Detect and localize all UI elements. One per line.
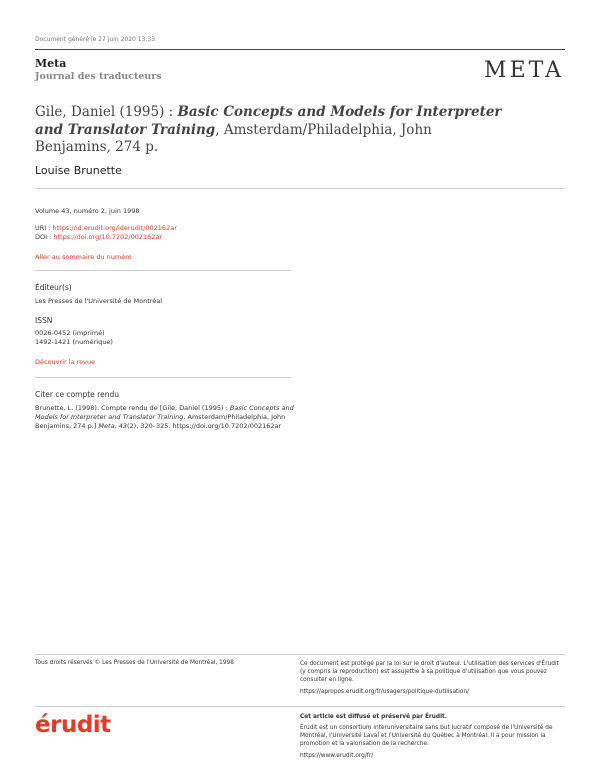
publisher-value: Les Presses de l'Université de Montréal [35, 297, 163, 305]
toc-link[interactable]: Aller au sommaire du numéro [35, 253, 132, 261]
divider [35, 270, 291, 271]
uri-link[interactable]: https://id.erudit.org/iderudit/002162ar [52, 224, 177, 232]
divider [35, 377, 291, 378]
generated-date: Document généré le 27 juin 2020 13:33 [35, 36, 156, 43]
issue-info: Volume 43, numéro 2, juin 1998 [35, 207, 140, 215]
article-title: Gile, Daniel (1995) : Basic Concepts and Models for Interpreter and Translator Training, Amsterdam/Philadelphia, John Benjamins, 274 p. [35, 104, 502, 155]
journal-logo: META [484, 58, 564, 83]
uri-line: URI : https://id.erudit.org/iderudit/002162ar [35, 224, 177, 232]
footer-rule [35, 654, 565, 655]
erudit-logo: érudit [35, 712, 111, 738]
policy-link[interactable]: https://apropos.erudit.org/fr/usagers/politique-dutilisation/ [300, 689, 470, 695]
footer-rule [35, 706, 565, 707]
diffused-notice: Cet article est diffusé et préservé par Érudit. [300, 714, 448, 720]
protected-notice: Ce document est protégé par la loi sur le droit d'auteur. L'utilisation des services d'Érudit (y compris la reproduction) est assujettie à sa politique d'utilisation que vous pouvez consulter en ligne. [300, 661, 559, 683]
issn-digital: 1492-1421 (numérique) [35, 338, 113, 346]
divider [35, 188, 565, 189]
cite-label: Citer ce compte rendu [35, 390, 119, 399]
doi-line: DOI : https://doi.org/10.7202/002162ar [35, 233, 163, 241]
erudit-link[interactable]: https://www.erudit.org/fr/ [300, 753, 374, 759]
citation-text: Brunette, L. (1998). Compte rendu de [Gile, Daniel (1995) : Basic Concepts and Models for Interpreter and Translator Training, Amsterdam/Philadelphia, John Benjamins, 274 p.] Meta, 43(2), 320–325. https://doi.org/10.7202/002162ar [35, 404, 294, 430]
issn-print: 0026-0452 (imprimé) [35, 329, 105, 337]
rights-notice: Tous droits réservés © Les Presses de l'Université de Montréal, 1998 [35, 660, 234, 666]
journal-subtitle: Journal des traducteurs [35, 71, 162, 82]
publisher-label: Éditeur(s) [35, 283, 72, 292]
doi-link[interactable]: https://doi.org/10.7202/002162ar [53, 233, 163, 241]
journal-name: Meta [35, 57, 67, 70]
header-rule [35, 49, 565, 50]
discover-link[interactable]: Découvrir la revue [35, 358, 96, 366]
erudit-about: Érudit est un consortium interuniversitaire sans but lucratif composé de l'Université de Montréal, l'Université Laval et l'Université du Québec à Montréal. Il a pour mission la promotion et la valorisation de la recherche. [300, 725, 553, 747]
article-author: Louise Brunette [35, 164, 122, 177]
issn-label: ISSN [35, 316, 53, 325]
